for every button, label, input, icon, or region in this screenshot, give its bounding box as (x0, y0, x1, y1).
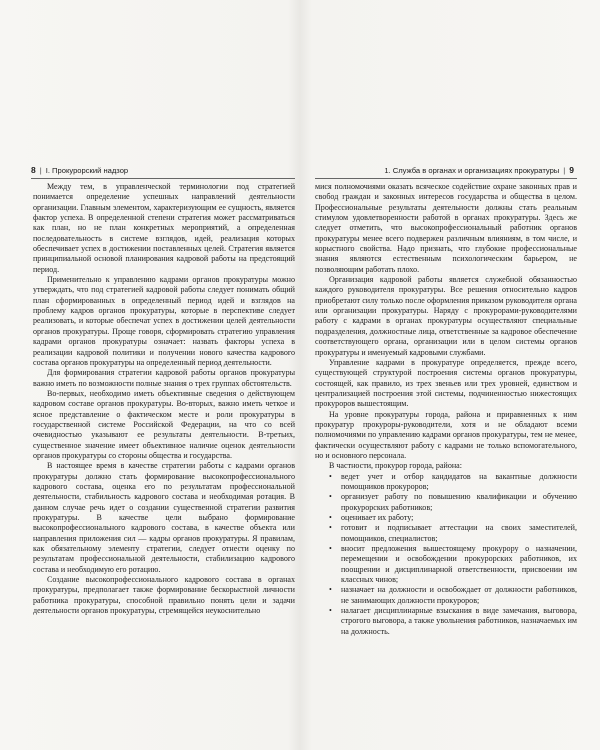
paragraph: Управление кадрами в прокуратуре определяется, прежде всего, существующей структурой построения системы органов прокуратуры, состоящей, как правило, из трех звеньев или трех уровней, единством и централизацией построения этой системы, подчиненностью нижестоящих прокуроров вышестоящим. (315, 357, 577, 409)
list-item: • вносит предложения вышестоящему прокурору о назначении, перемещении и освобождении прокурорских работников, их поощрении и дисциплинарной ответственности, присвоении им классных чинов; (341, 544, 577, 585)
paragraph: В частности, прокурор города, района: (329, 461, 462, 471)
paragraph: Создание высокопрофессионального кадрового состава в органах прокуратуры, предполагает также формирование бескорыстной личности работника прокуратуры, способной правильно понять цели и задачи деятельности органов прокуратуры, стремящейся неукоснительно (33, 575, 295, 616)
paragraph: Между тем, в управленческой терминологии под стратегией понимается определение успешных направлений деятельности организации. Главным элементом, характеризующим ее сущность, является фактор успеха. В определенной степени стратегия может рассматриваться как план, но не план конкретных мероприятий, а определенная последовательность в системе взглядов, идей, реализация которых обеспечивает успех в достижении поставленных целей. Стратегия является принципиальной основой планирования кадровой работы на предстоящий период. (33, 182, 295, 274)
list-item: • ведет учет и отбор кандидатов на вакантные должности помощников прокуроров; (341, 472, 577, 493)
paragraph: мися полномочиями оказать всяческое содействие охране законных прав и свобод граждан и законных интересов государства и общества в целом. Профессиональные результаты деятельности должны стать реальным стимулом удовлетворенности работой в органах прокуратуры. Здесь же следует отметить, что высокопрофессиональный работник органов прокуратуры менее всего подвержен различным влияниям, в том числе, и корыстного свойства. Надо признать, что глубокие профессиональные знания являются естественным психологическим барьером, не позволяющим работать плохо. (315, 182, 577, 274)
paragraph: Для формирования стратегии кадровой работы органов прокуратуры важно иметь по возможности полные знания о трех группах обстоятельств. (33, 368, 295, 388)
list-item: • организует работу по повышению квалификации и обучению прокурорских работников; (341, 492, 577, 513)
list-item: • оценивает их работу; (341, 513, 577, 523)
right-header-rule (315, 178, 577, 179)
right-running-head (384, 163, 574, 177)
right-page-number: 9 (569, 165, 574, 175)
left-running-head (31, 163, 128, 177)
list-item: • готовит и подписывает аттестации на своих заместителей, помощников, специалистов; (341, 523, 577, 544)
paragraph: В настоящее время в качестве стратегии работы с кадрами органов прокуратуры должно стать формирование высокопрофессионального кадрового состава, оценка его по результатам профессиональной деятельности, стабильность кадрового состава и необходимая ротация. В данном случае речь идет о создании существенной стратегии развития прокуратуры. В качестве цели выбрано формирование высокопрофессионального кадрового состава, в качестве объекта или направления приложения сил — кадры органов прокуратуры. Я правилам, как обязательному элементу стратегии, следует отнести оценку по результатам профессиональной деятельности, стабилизацию кадрового состава и необходимую его ротацию. (33, 461, 295, 574)
left-page-number: 8 (31, 165, 36, 175)
paragraph: На уровне прокуратуры города, района и приравненных к ним прокуратур прокуроры-руководители, хотя и не обладают всеми полномочиями по управлению кадрами органов прокуратуры, тем не менее, фактически осуществляют работу с кадрами не только вспомогательного, но и основного персонала. (315, 409, 577, 460)
left-head-separator: | (39, 165, 42, 175)
left-text-column (33, 182, 295, 616)
left-chapter-title: I. Прокурорский надзор (45, 165, 129, 175)
right-section-title: 1. Служба в органах и организациях прокуратуры (384, 165, 560, 175)
paragraph: Организация кадровой работы является служебной обязанностью каждого руководителя прокуратуры. Все решения относительно кадров приобретают силу только после оформления приказом руководителя органа или организации прокуратуры. Наряду с прокурорами-руководителями работу с кадрами в органах прокуратуры осуществляют специальные подразделения, должностные лица, ответственные за кадровое обеспечение соответствующего органа, организации или в целом системы органов прокуратуры и именуемый кадровыми службами. (315, 275, 577, 357)
paragraph: Во-первых, необходимо иметь объективные сведения о действующем кадровом составе органов прокуратуры. Во-вторых, важно иметь четкое и ясное представление о фактическом месте и роли прокуратуры в государственной системе Российской Федерации, на что со всей очевидностью указывают ее результаты деятельности. В-третьих, существенное значение имеет объективное наличие оценок деятельности органов прокуратуры со стороны общества и государства. (33, 388, 295, 460)
paragraph: Применительно к управлению кадрами органов прокуратуры можно утверждать, что под стратегией кадровой работы следует понимать общий план сформированных в определенный период идей и взглядов на проблему кадров органов прокуратуры, которые в перспективе следует реализовать, и которые обеспечат успех в достижении целей деятельности органов прокуратуры. Проще говоря, сформировать стратегию управления кадрами органов прокуратуры означает: назвать факторы успеха в реализации кадровой политики и получении нового качества кадрового состава органов прокуратуры на определенный период деятельности. (33, 275, 295, 367)
list-item: • назначает на должности и освобождает от должности работников, не занимающих должности прокуроров; (341, 585, 577, 606)
left-header-rule (31, 178, 295, 179)
right-text-column (315, 182, 577, 637)
duties-list (315, 472, 577, 638)
list-item: • налагает дисциплинарные взыскания в виде замечания, выговора, строгого выговора, а также увольнения работников, назначаемых им на должность. (341, 606, 577, 637)
right-head-separator: | (563, 165, 566, 175)
